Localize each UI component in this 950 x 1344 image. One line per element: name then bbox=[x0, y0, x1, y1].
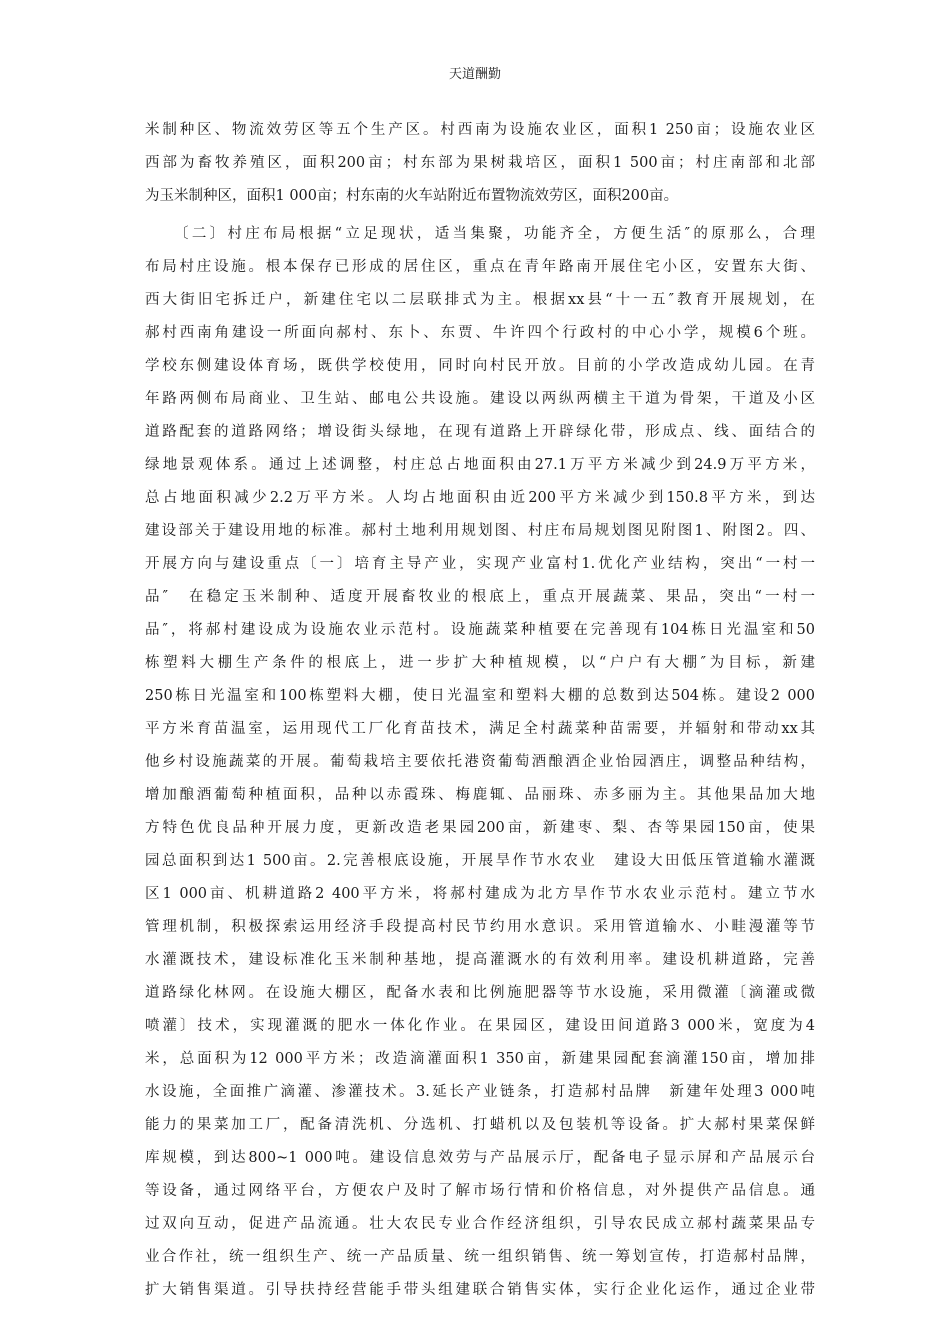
text-line: 布局村庄设施。根本保存已形成的居住区，重点在青年路南开展住宅小区，安置东大街、 bbox=[145, 259, 815, 275]
text-line: 西大街旧宅拆迁户，新建住宅以二层联排式为主。根据xx县“十一五″教育开展规划，在 bbox=[145, 292, 815, 308]
text-line: 米制种区、物流效劳区等五个生产区。村西南为设施农业区，面积1 250亩；设施农业区 bbox=[145, 122, 815, 138]
text-line: 品″，将郝村建设成为设施农业示范村。设施蔬菜种植要在完善现有104栋日光温室和50 bbox=[145, 622, 815, 638]
text-line: 区1 000亩、机耕道路2 400平方米，将郝村建成为北方旱作节水农业示范村。建立节水 bbox=[145, 886, 815, 902]
text-line: 〔二〕村庄布局根据“立足现状，适当集聚，功能齐全，方便生活″的原那么，合理 bbox=[174, 226, 815, 242]
text-line: 水设施，全面推广滴灌、渗灌技术。3.延长产业链条，打造郝村品牌 新建年处理3 000吨 bbox=[145, 1084, 815, 1100]
text-line: 管理机制，积极探索运用经济手段提高村民节约用水意识。采用管道输水、小畦漫灌等节 bbox=[145, 919, 815, 935]
text-line: 道路配套的道路网络；增设街头绿地，在现有道路上开辟绿化带，形成点、线、面结合的 bbox=[145, 424, 815, 440]
text-line: 扩大销售渠道。引导扶持经营能手带头组建联合销售实体，实行企业化运作，通过企业带 bbox=[145, 1282, 815, 1298]
text-line: 为玉米制种区，面积1 000亩；村东南的火车站附近布置物流效劳区，面积200亩。 bbox=[145, 188, 679, 204]
text-line: 能力的果菜加工厂，配备清洗机、分选机、打蜡机以及包装机等设备。扩大郝村果菜保鲜 bbox=[145, 1117, 815, 1133]
text-line: 增加酿酒葡萄种植面积，品种以赤霞珠、梅鹿辄、品丽珠、赤多丽为主。其他果品加大地 bbox=[145, 787, 815, 803]
text-line: 水灌溉技术，建设标准化玉米制种基地，提高灌溉水的有效利用率。建设机耕道路，完善 bbox=[145, 952, 815, 968]
text-line: 栋塑料大棚生产条件的根底上，进一步扩大种植规模，以“户户有大棚″为目标，新建 bbox=[145, 655, 815, 671]
text-line: 喷灌〕技术，实现灌溉的肥水一体化作业。在果园区，建设田间道路3 000米，宽度为4 bbox=[145, 1018, 815, 1034]
text-line: 250栋日光温室和100栋塑料大棚，使日光温室和塑料大棚的总数到达504栋。建设2 000 bbox=[145, 688, 815, 704]
text-line: 等设备，通过网络平台，方便农户及时了解市场行情和价格信息，对外提供产品信息。通 bbox=[145, 1183, 815, 1199]
text-line: 建设部关于建设用地的标准。郝村土地利用规划图、村庄布局规划图见附图1、附图2。四、 bbox=[145, 523, 815, 539]
page-header: 天道酬勤 bbox=[448, 67, 501, 82]
text-line: 道路绿化林网。在设施大棚区，配备水表和比例施肥器等节水设施，采用微灌〔滴灌或微 bbox=[145, 985, 815, 1001]
text-line: 过双向互动，促进产品流通。壮大农民专业合作经济组织，引导农民成立郝村蔬菜果品专 bbox=[145, 1216, 815, 1232]
text-line: 学校东侧建设体育场，既供学校使用，同时向村民开放。目前的小学改造成幼儿园。在青 bbox=[145, 358, 815, 374]
text-line: 库规模，到达800~1 000吨。建设信息效劳与产品展示厅，配备电子显示屏和产品展示台 bbox=[145, 1150, 815, 1166]
text-line: 年路两侧布局商业、卫生站、邮电公共设施。建设以两纵两横主干道为骨架，干道及小区 bbox=[145, 391, 815, 407]
text-line: 方特色优良品种开展力度，更新改造老果园200亩，新建枣、梨、杏等果园150亩，使果 bbox=[145, 820, 815, 836]
text-line: 园总面积到达1 500亩。2.完善根底设施，开展旱作节水农业 建设大田低压管道输水灌溉 bbox=[145, 853, 815, 869]
text-line: 西部为畜牧养殖区，面积200亩；村东部为果树栽培区，面积1 500亩；村庄南部和北部 bbox=[145, 155, 815, 171]
text-line: 总占地面积减少2.2万平方米。人均占地面积由近200平方米减少到150.8平方米，到达 bbox=[145, 490, 815, 506]
text-line: 郝村西南角建设一所面向郝村、东卜、东贾、牛许四个行政村的中心小学，规模6个班。 bbox=[145, 325, 815, 341]
text-line: 米，总面积为12 000平方米；改造滴灌面积1 350亩，新建果园配套滴灌150亩，增加排 bbox=[145, 1051, 815, 1067]
text-line: 品″ 在稳定玉米制种、适度开展畜牧业的根底上，重点开展蔬菜、果品，突出“一村一 bbox=[145, 589, 815, 605]
text-line: 平方米育苗温室，运用现代工厂化育苗技术，满足全村蔬菜种苗需要，并辐射和带动xx其 bbox=[145, 721, 815, 737]
text-line: 他乡村设施蔬菜的开展。葡萄栽培主要依托港资葡萄酒酿酒企业怡园酒庄，调整品种结构， bbox=[145, 754, 815, 770]
text-line: 开展方向与建设重点〔一〕培育主导产业，实现产业富村1.优化产业结构，突出“一村一 bbox=[145, 556, 815, 572]
text-line: 绿地景观体系。通过上述调整，村庄总占地面积由27.1万平方米减少到24.9万平方米， bbox=[145, 457, 815, 473]
text-line: 业合作社，统一组织生产、统一产品质量、统一组织销售、统一筹划宣传，打造郝村品牌， bbox=[145, 1249, 815, 1265]
